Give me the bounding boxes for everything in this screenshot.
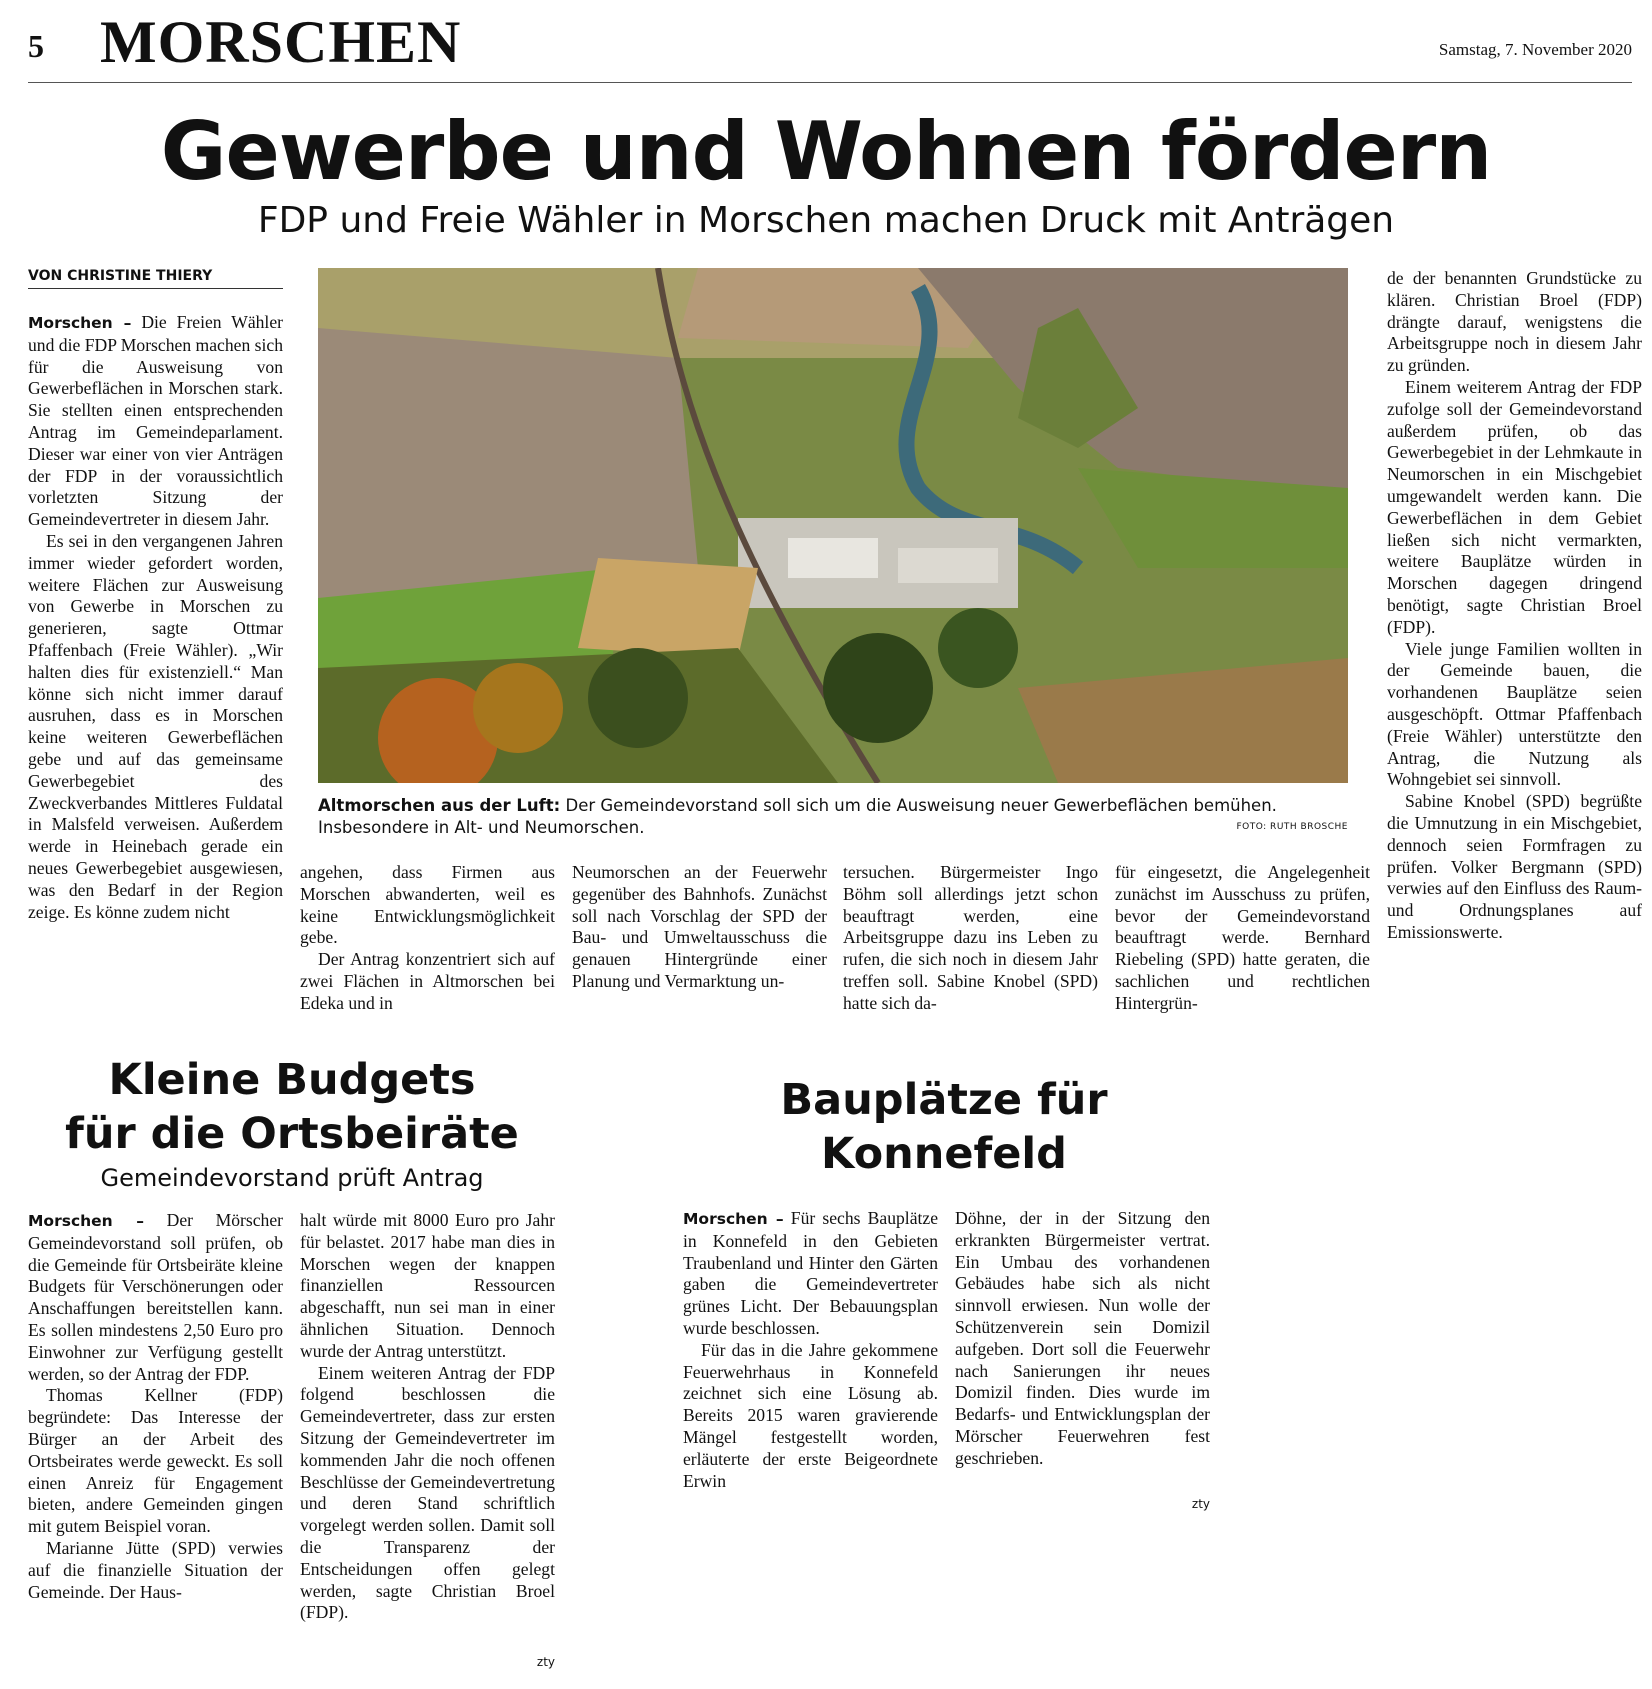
- paragraph: für eingesetzt, die Angelegenheit zunächst im Ausschuss zu prüfen, bevor der Gemeindevorstand beauftragt werde. Bernhard Riebeling (SPD) hatte geraten, die sachlichen und rechtlichen Hintergrün-: [1115, 862, 1370, 1013]
- article2-signoff: zty: [536, 1655, 555, 1669]
- main-column-1: [28, 312, 283, 923]
- byline: VON CHRISTINE THIERY: [28, 268, 283, 289]
- page-number: 5: [28, 28, 44, 64]
- main-column-5: [1115, 862, 1370, 1015]
- main-column-6: [1387, 268, 1642, 944]
- paragraph: Der Antrag konzentriert sich auf zwei Flächen in Altmorschen bei Edeka und in: [300, 949, 555, 1013]
- paragraph: Döhne, der in der Sitzung den erkrankten Bürgermeister vertrat. Ein Umbau des vorhandenen Gebäudes habe sich als nicht sinnvoll erwiesen. Nun wolle der Schützenverein sein Domizil aufgeben. Dort soll die Feuerwehr nach Sanierungen ihr neues Domizil finden. Dies wurde im Bedarfs- und Entwicklungsplan der Mörscher Feuerwehren fest geschrieben.: [955, 1208, 1210, 1468]
- article2-headline: Kleine Budgets für die Ortsbeiräte: [65, 1055, 519, 1159]
- paragraph: angehen, dass Firmen aus Morschen abwanderten, weil es keine Entwicklungsmöglichkeit gebe.: [300, 862, 555, 948]
- header-rule: [28, 82, 1632, 83]
- article2-column-2: [300, 1210, 555, 1624]
- dateline: Morschen –: [28, 1212, 145, 1230]
- paragraph: Viele junge Familien wollten in der Gemeinde bauen, die vorhandenen Bauplätze seien ausgeschöpft. Ottmar Pfaffenbach (Freie Wähler) unterstützte den Antrag, die Nutzung als Wohngebiet sei sinnvoll.: [1387, 638, 1642, 790]
- article2-column-1: [28, 1210, 283, 1603]
- aerial-photo: [318, 268, 1348, 783]
- paragraph: tersuchen. Bürgermeister Ingo Böhm soll allerdings jetzt schon beauftragt werden, eine Arbeitsgruppe dazu ins Leben zu rufen, die sich noch in diesem Jahr treffen soll. Sabine Knobel (SPD) hatte sich da-: [843, 862, 1098, 1013]
- paragraph: Neumorschen an der Feuerwehr gegenüber des Bahnhofs. Zunächst soll nach Vorschlag der SPD der Bau- und Umweltausschuss die genauen Hintergründe einer Planung und Vermarktung un-: [572, 862, 827, 991]
- main-column-4: [843, 862, 1098, 1015]
- article3-headline: Bauplätze für Konnefeld: [780, 1075, 1108, 1179]
- paragraph: Es sei in den vergangenen Jahren immer wieder gefordert worden, weitere Flächen zur Ausweisung von Gewerbe in Morschen zu generieren, sagte Ottmar Pfaffenbach (Freie Wähler). „Wir halten dies für existenziell.“ Man könne sich nicht immer darauf ausruhen, dass es in Morschen keine weiteren Gewerbeflächen gebe und auf das gemeinsame Gewerbegebiet des Zweckverbandes Mittleres Fuldatal in Malsfeld verweisen. Außerdem werde in Heinebach gerade ein neues Gewerbegebiet ausgewiesen, was den Bedarf in der Region zeige. Es könne zudem nicht: [28, 530, 283, 922]
- paragraph: halt würde mit 8000 Euro pro Jahr für belastet. 2017 habe man dies in Morschen wegen der knappen finanziellen Ressourcen abgeschafft, nun sei man in einer ähnlichen Situation. Dennoch wurde der Antrag unterstützt.: [300, 1210, 555, 1361]
- photo-credit: FOTO: RUTH BROSCHE: [1236, 822, 1348, 832]
- paragraph: Für das in die Jahre gekommene Feuerwehrhaus in Konnefeld zeichnet sich eine Lösung ab. Bereits 2015 waren gravierende Mängel festgestellt worden, erläuterte der erste Beigeordnete Erwin: [683, 1339, 938, 1491]
- paragraph: Einem weiterem Antrag der FDP zufolge soll der Gemeindevorstand außerdem prüfen, ob das Gewerbegebiet in der Lehmkaute in Neumorschen in ein Mischgebiet umgewandelt werden kann. Die Gewerbeflächen in dem Gebiet ließen sich nicht vermarkten, weitere Bauplätze würden in Morschen dagegen dringend benötigt, sagte Christian Broel (FDP).: [1387, 376, 1642, 637]
- article2-subheadline: Gemeindevorstand prüft Antrag: [100, 1164, 484, 1192]
- caption-lead: Altmorschen aus der Luft:: [318, 796, 561, 815]
- main-column-2: [300, 862, 555, 1015]
- dateline: Morschen –: [28, 314, 132, 332]
- section-title: MORSCHEN: [100, 9, 462, 75]
- main-subheadline: FDP und Freie Wähler in Morschen machen Druck mit Anträgen: [257, 200, 1395, 241]
- main-headline: Gewerbe und Wohnen fördern: [160, 105, 1492, 198]
- article3-signoff: zty: [1191, 1497, 1210, 1511]
- article3-column-2: [955, 1208, 1210, 1470]
- paragraph: Einem weiteren Antrag der FDP folgend beschlossen die Gemeindevertreter, dass zur ersten Sitzung der Gemeindevertreter im kommenden Jahr die noch offenen Beschlüsse der Gemeindevertretung und deren Stand schriftlich vorgelegt werden sollen. Damit soll die Transparenz der Entscheidungen offen gelegt werden, sagte Christian Broel (FDP).: [300, 1362, 555, 1623]
- article3-column-1: [683, 1208, 938, 1492]
- paragraph: Morschen – Für sechs Bauplätze in Konnefeld in den Gebieten Traubenland und Hinter den Gärten gaben die Gemeindevertreter grünes Licht. Der Bebauungsplan wurde beschlossen.: [683, 1208, 939, 1338]
- paragraph: Morschen – Die Freien Wähler und die FDP Morschen machen sich für die Ausweisung von Gewerbeflächen in Morschen stark. Sie stellten einen entsprechenden Antrag im Gemeindeparlament. Dieser war einer von vier Anträgen der FDP in der voraussichtlich vorletzten Sitzung der Gemeindevertreter in diesem Jahr.: [28, 312, 283, 530]
- paragraph: Sabine Knobel (SPD) begrüßte die Umnutzung in ein Mischgebiet, dennoch seien Formfragen zu prüfen. Volker Bergmann (SPD) verwies auf den Einfluss des Raum- und Ordnungsplanes auf Emissionswerte.: [1387, 791, 1642, 942]
- main-column-3: [572, 862, 827, 993]
- dateline: Morschen –: [683, 1210, 784, 1228]
- aerial-photo-illustration: [318, 268, 1348, 783]
- paragraph: Thomas Kellner (FDP) begründete: Das Interesse der Bürger an der Arbeit des Ortsbeirates werde geweckt. Es soll einen Anreiz für Engagement bieten, andere Gemeinden gingen mit gutem Beispiel voran.: [28, 1385, 283, 1537]
- paragraph: Morschen – Der Mörscher Gemeindevorstand soll prüfen, ob die Gemeinde für Ortsbeiräte kleine Budgets für Verschönerungen oder Anschaffungen bereitstellen kann. Es sollen mindestens 2,50 Euro pro Einwohner zur Verfügung gestellt werden, so der Antrag der FDP.: [28, 1210, 283, 1384]
- paragraph: Marianne Jütte (SPD) verwies auf die finanzielle Situation der Gemeinde. Der Haus-: [28, 1537, 283, 1602]
- caption-text: Der Gemeindevorstand soll sich um die Ausweisung neuer Gewerbeflächen bemühen. Insbesondere in Alt- und Neumorschen.: [318, 796, 1277, 837]
- photo-caption: [318, 795, 1348, 839]
- issue-date: Samstag, 7. November 2020: [1438, 40, 1632, 59]
- paragraph: de der benannten Grundstücke zu klären. Christian Broel (FDP) drängte darauf, wenigstens die Arbeitsgruppe noch in diesem Jahr zu gründen.: [1387, 268, 1642, 376]
